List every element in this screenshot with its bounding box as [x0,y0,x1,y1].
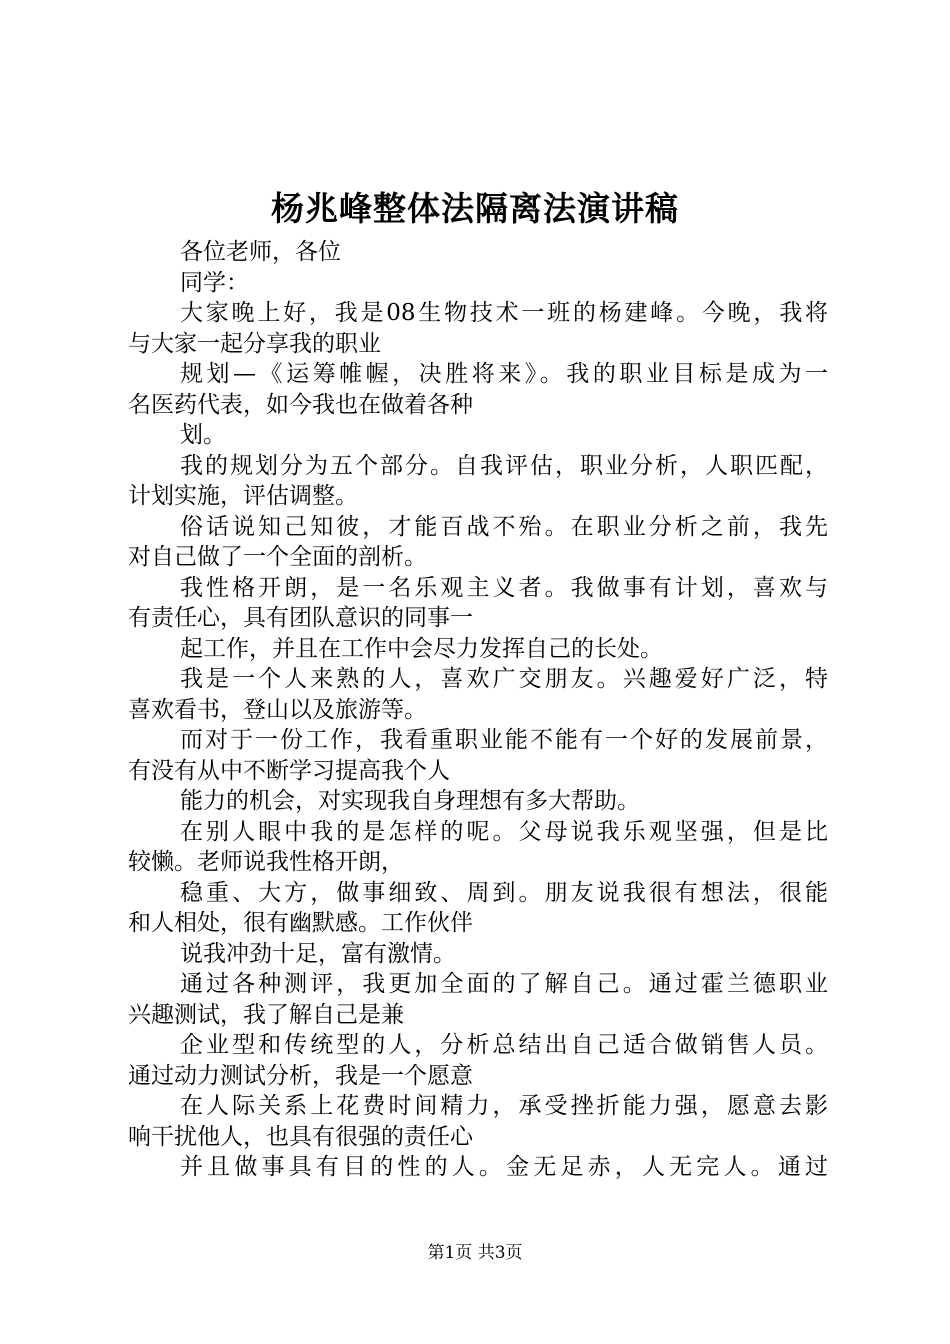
text-line: 我是一个人来熟的人，喜欢广交朋友。兴趣爱好广泛，特 [180,666,828,692]
text-line: 同学： [180,269,249,296]
text-line: 各位老师，各位 [180,239,341,265]
text-line: 和人相处，很有幽默感。工作伙伴 [128,910,473,936]
text-line: 响干扰他人，也具有很强的责任心 [128,1123,473,1150]
text-line: 说我冲劲十足，富有激情。 [180,940,456,967]
text-line: 有没有从中不断学习提高我个人 [128,757,450,784]
text-line: 较懒。老师说我性格开朗， [128,849,404,875]
text-line: 兴趣测试，我了解自己是兼 [128,1001,404,1028]
text-line: 大家晚上好，我是08生物技术一班的杨建峰。今晚，我将 [180,300,828,326]
text-line: 喜欢看书，登山以及旅游等。 [128,696,427,723]
text-line: 企业型和传统型的人，分析总结出自己适合做销售人员。 [180,1032,828,1058]
text-line: 通过各种测评，我更加全面的了解自己。通过霍兰德职业 [180,971,828,997]
text-line: 划。 [180,422,226,448]
text-line: 有责任心，具有团队意识的同事一 [128,605,473,631]
text-line: 对自己做了一个全面的剖析。 [128,544,427,570]
text-line: 与大家一起分享我的职业 [128,330,381,357]
text-line: 在人际关系上花费时间精力，承受挫折能力强，愿意去影 [180,1093,828,1119]
document-title: 杨兆峰整体法隔离法演讲稿 [271,189,679,228]
text-line: 我的规划分为五个部分。自我评估，职业分析，人职匹配， [180,452,828,479]
text-line: 我性格开朗，是一名乐观主义者。我做事有计划，喜欢与 [180,574,828,601]
text-line: 并且做事具有目的性的人。金无足赤，人无完人。通过 [180,1154,828,1180]
page-footer: 第1页 共3页 [427,1243,523,1263]
text-line: 稳重、大方，做事细致、周到。朋友说我很有想法，很能 [180,879,828,906]
document-body [128,237,828,1183]
text-line: 在别人眼中我的是怎样的呢。父母说我乐观坚强，但是比 [180,818,828,845]
text-line: 而对于一份工作，我看重职业能不能有一个好的发展前景， [180,727,828,753]
text-line: 名医药代表，如今我也在做着各种 [128,391,473,418]
text-line: 俗话说知己知彼，才能百战不殆。在职业分析之前，我先 [180,513,828,540]
text-line: 通过动力测试分析，我是一个愿意 [128,1062,473,1089]
text-line: 能力的机会，对实现我自身理想有多大帮助。 [180,788,640,814]
text-line: 计划实施，评估调整。 [128,483,358,509]
text-line: 规划—《运筹帷幄，决胜将来》。我的职业目标是成为一 [180,361,828,387]
text-line: 起工作，并且在工作中会尽力发挥自己的长处。 [180,635,663,662]
